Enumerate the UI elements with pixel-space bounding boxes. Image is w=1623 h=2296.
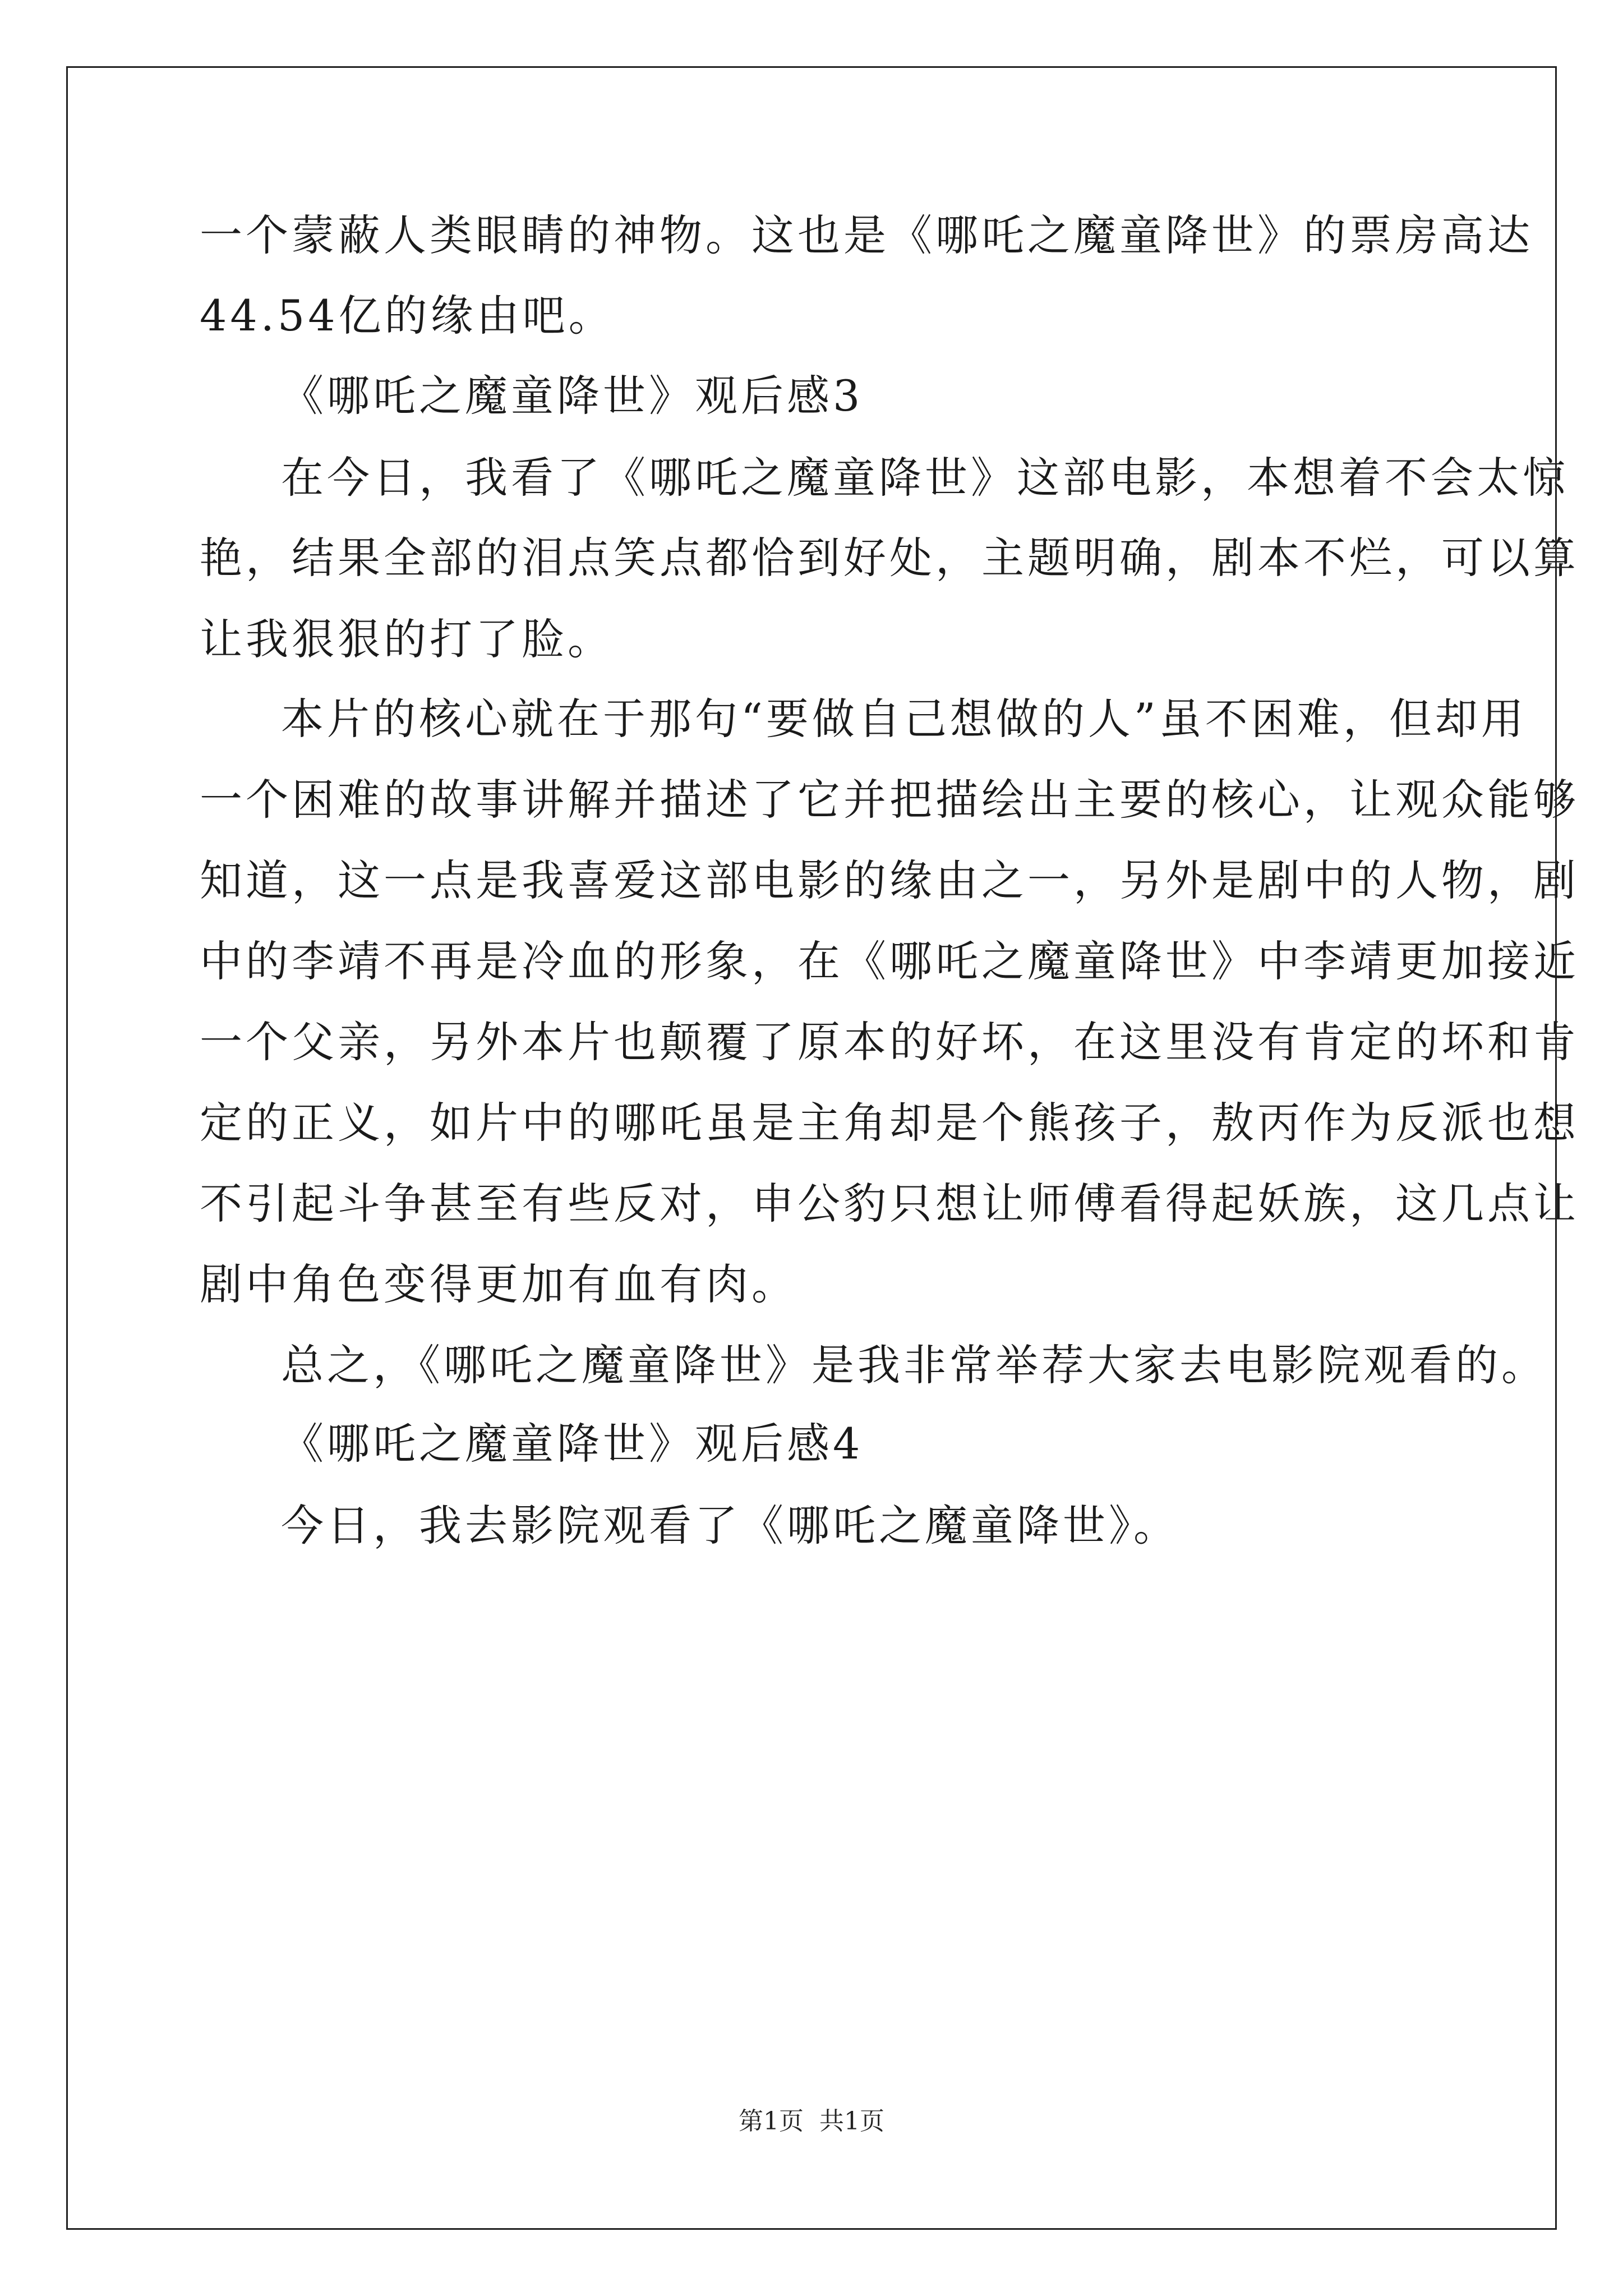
section-heading: 《哪吒之魔童降世》观后感3 (281, 371, 864, 421)
text-line: 艳，结果全部的泪点笑点都恰到好处，主题明确，剧本不烂，可以算 (200, 533, 1579, 583)
text-line: 不引起斗争甚至有些反对，申公豹只想让师傅看得起妖族，这几点让 (200, 1179, 1579, 1228)
text-line: 总之，《哪吒之魔童降世》是我非常举荐大家去电影院观看的。 (281, 1340, 1547, 1390)
text-line: 今日，我去影院观看了《哪吒之魔童降世》。 (281, 1501, 1179, 1550)
text-line: 一个蒙蔽人类眼睛的神物。这也是《哪吒之魔童降世》的票房高达 (200, 210, 1533, 260)
text-line: 让我狠狠的打了脸。 (200, 614, 614, 664)
text-line: 知道，这一点是我喜爱这部电影的缘由之一，另外是剧中的人物，剧 (200, 855, 1579, 905)
text-line: 一个父亲，另外本片也颠覆了原本的好坏，在这里没有肯定的坏和肯 (200, 1017, 1579, 1067)
page-number: 第1页 (739, 2107, 804, 2136)
text-line: 在今日，我看了《哪吒之魔童降世》这部电影，本想着不会太惊 (281, 453, 1569, 503)
total-pages: 共1页 (819, 2107, 884, 2136)
text-line: 中的李靖不再是冷血的形象，在《哪吒之魔童降世》中李靖更加接近 (200, 936, 1579, 986)
text-line: 剧中角色变得更加有血有肉。 (200, 1259, 797, 1309)
page-footer (0, 2105, 1623, 2138)
section-heading: 《哪吒之魔童降世》观后感4 (281, 1419, 864, 1469)
text-line: 44.54亿的缘由吧。 (200, 291, 615, 341)
text-line: 一个困难的故事讲解并描述了它并把描绘出主要的核心，让观众能够 (200, 775, 1579, 825)
text-line: 定的正义，如片中的哪吒虽是主角却是个熊孩子，敖丙作为反派也想 (200, 1098, 1579, 1148)
text-line: 本片的核心就在于那句“要做自己想做的人”虽不困难，但却用 (281, 694, 1527, 744)
